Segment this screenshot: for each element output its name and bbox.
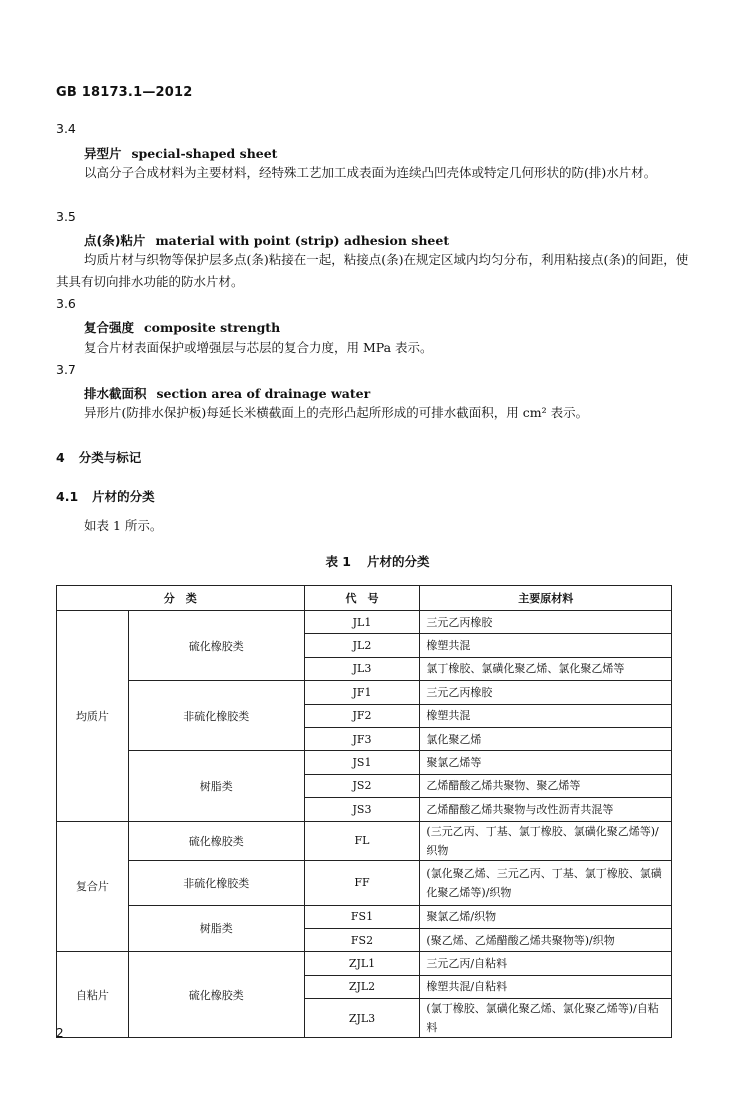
term-zh: 排水截面积 [84, 386, 147, 401]
section-3-4-number: 3.4 [56, 121, 76, 136]
code-cell: JL3 [304, 657, 420, 680]
subgroup-nonvulcanized: 非硫化橡胶类 [128, 860, 304, 905]
chapter-4-heading [56, 448, 141, 466]
code-cell: JS1 [304, 751, 420, 774]
material-cell: 聚氯乙烯/织物 [420, 905, 672, 928]
subgroup-vulcanized: 硫化橡胶类 [128, 952, 304, 1038]
standard-header: GB 18173.1—2012 [56, 85, 193, 100]
code-cell: JS2 [304, 774, 420, 797]
section-3-4-definition: 以高分子合成材料为主要材料，经特殊工艺加工成表面为连续凸凹壳体或特定几何形状的防(排)水片材。 [84, 165, 657, 180]
material-cell: (氯化聚乙烯、三元乙丙、丁基、氯丁橡胶、氯磺化聚乙烯等)/织物 [420, 860, 672, 905]
material-cell: 三元乙丙/自粘料 [420, 952, 672, 975]
section-3-5-term [84, 231, 449, 249]
classification-table [56, 585, 672, 1038]
section-3-6-definition: 复合片材表面保护或增强层与芯层的复合力度，用 MPa 表示。 [84, 340, 433, 355]
table-1-caption [0, 552, 755, 570]
term-zh: 复合强度 [84, 320, 135, 335]
section-3-5-definition: 均质片材与织物等保护层多点(条)粘接在一起，粘接点(条)在规定区域内均匀分布，利用粘接点(条)的间距，使其具有切向排水功能的防水片材。 [56, 252, 689, 289]
caption-title: 片材的分类 [367, 554, 430, 569]
term-en: material with point (strip) adhesion sheet [155, 233, 450, 248]
code-cell: JL2 [304, 634, 420, 657]
code-cell: ZJL3 [304, 999, 420, 1038]
subgroup-vulcanized: 硫化橡胶类 [128, 611, 304, 681]
subgroup-nonvulcanized: 非硫化橡胶类 [128, 681, 304, 751]
section-3-7-term [84, 384, 370, 402]
table-row [57, 751, 672, 774]
table-row [57, 611, 672, 634]
section-3-4-term [84, 144, 277, 162]
subgroup-resin: 树脂类 [128, 905, 304, 952]
code-cell: FF [304, 860, 420, 905]
section-3-5-number: 3.5 [56, 209, 76, 224]
group-homogeneous: 均质片 [57, 611, 129, 822]
section-3-7-definition: 异形片(防排水保护板)每延长米横截面上的壳形凸起所形成的可排水截面积，用 cm² 表示。 [84, 405, 589, 420]
code-cell: JL1 [304, 611, 420, 634]
code-cell: FL [304, 821, 420, 860]
material-cell: 聚氯乙烯等 [420, 751, 672, 774]
material-cell: (三元乙丙、丁基、氯丁橡胶、氯磺化聚乙烯等)/织物 [420, 821, 672, 860]
section-4-1-heading [56, 487, 155, 505]
subgroup-vulcanized: 硫化橡胶类 [128, 821, 304, 860]
term-en: special-shaped sheet [131, 146, 278, 161]
section-3-7-number: 3.7 [56, 362, 76, 377]
table-row [57, 905, 672, 928]
group-selfadhesive: 自粘片 [57, 952, 129, 1038]
header-code: 代 号 [304, 586, 420, 611]
chapter-number: 4 [56, 450, 65, 465]
code-cell: FS1 [304, 905, 420, 928]
material-cell: (氯丁橡胶、氯磺化聚乙烯、氯化聚乙烯等)/自粘料 [420, 999, 672, 1038]
caption-number: 表 1 [325, 554, 352, 569]
table-row [57, 952, 672, 975]
material-cell: 氯丁橡胶、氯磺化聚乙烯、氯化聚乙烯等 [420, 657, 672, 680]
chapter-title: 分类与标记 [78, 450, 142, 465]
section-number: 4.1 [56, 489, 79, 504]
header-category: 分 类 [57, 586, 305, 611]
term-en: section area of drainage water [156, 386, 371, 401]
term-zh: 异型片 [84, 146, 122, 161]
table-row [57, 860, 672, 905]
code-cell: JF2 [304, 704, 420, 727]
term-en: composite strength [144, 320, 281, 335]
material-cell: 氯化聚乙烯 [420, 727, 672, 750]
section-title: 片材的分类 [92, 489, 155, 504]
table-row [57, 681, 672, 704]
code-cell: JS3 [304, 798, 420, 821]
code-cell: ZJL2 [304, 975, 420, 998]
header-material: 主要原材料 [420, 586, 672, 611]
material-cell: 橡塑共混 [420, 634, 672, 657]
table-row [57, 821, 672, 860]
code-cell: JF3 [304, 727, 420, 750]
material-cell: 三元乙丙橡胶 [420, 611, 672, 634]
material-cell: 橡塑共混/自粘料 [420, 975, 672, 998]
group-composite: 复合片 [57, 821, 129, 952]
code-cell: FS2 [304, 928, 420, 951]
material-cell: 乙烯醋酸乙烯共聚物与改性沥青共混等 [420, 798, 672, 821]
code-cell: ZJL1 [304, 952, 420, 975]
section-4-1-text: 如表 1 所示。 [84, 518, 163, 533]
section-3-6-number: 3.6 [56, 296, 76, 311]
subgroup-resin: 树脂类 [128, 751, 304, 821]
material-cell: 三元乙丙橡胶 [420, 681, 672, 704]
term-zh: 点(条)粘片 [84, 233, 146, 248]
material-cell: (聚乙烯、乙烯醋酸乙烯共聚物等)/织物 [420, 928, 672, 951]
section-3-6-term [84, 318, 280, 336]
table-header-row [57, 586, 672, 611]
material-cell: 乙烯醋酸乙烯共聚物、聚乙烯等 [420, 774, 672, 797]
material-cell: 橡塑共混 [420, 704, 672, 727]
code-cell: JF1 [304, 681, 420, 704]
page-number: 2 [56, 1026, 64, 1040]
